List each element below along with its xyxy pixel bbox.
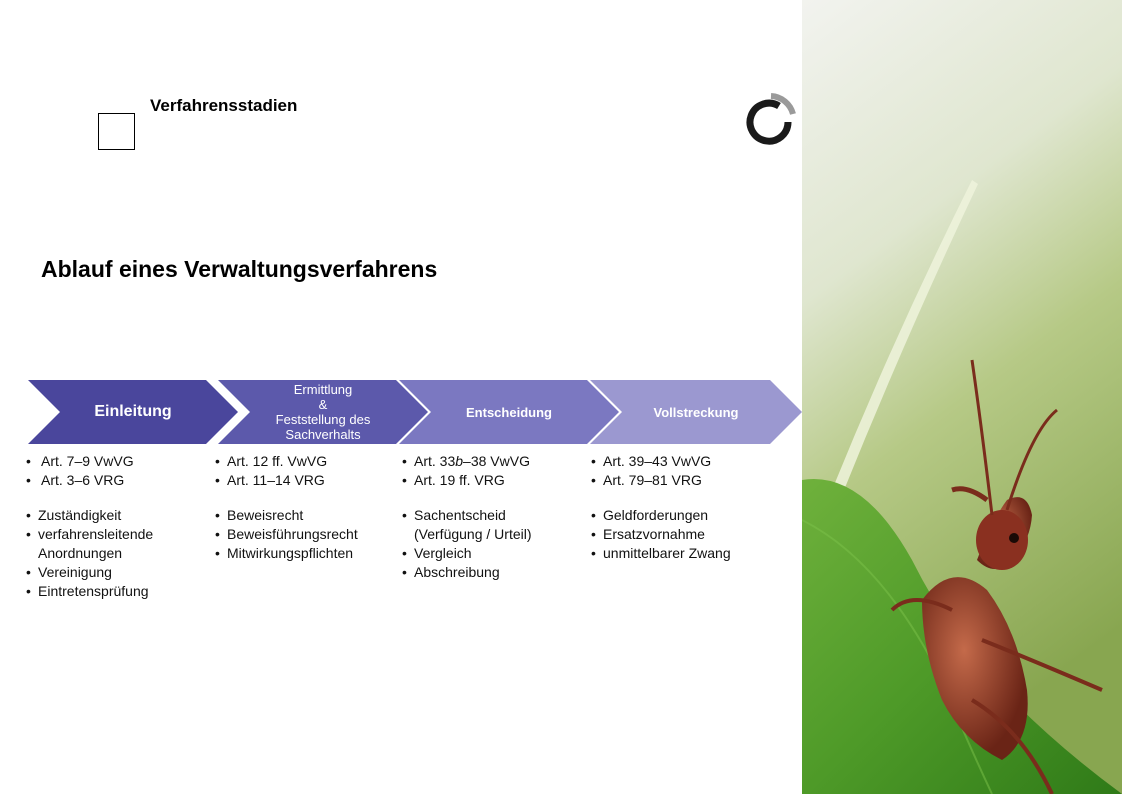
list-item: • Ersatzvornahme (591, 525, 781, 544)
topic-list (26, 506, 206, 601)
list-item: • Sachentscheid (Verfügung / Urteil) (402, 506, 559, 544)
article-list (591, 452, 781, 490)
stage-label-line: & (318, 397, 328, 412)
list-item: • Art. 79–81 VRG (591, 471, 781, 490)
stage-label: Entscheidung (466, 404, 552, 420)
topic-list (591, 506, 781, 563)
list-item: • Art. 3–6 VRG (26, 471, 206, 490)
list-item: • Vereinigung (26, 563, 206, 582)
stage-label-line: Feststellung des (275, 412, 371, 427)
list-item: • Art. 11–14 VRG (215, 471, 395, 490)
list-item: • Zuständigkeit (26, 506, 206, 525)
stage-vollstreckung-details (591, 452, 781, 563)
list-item: • Vergleich (402, 544, 572, 563)
stage-label: Vollstreckung (653, 404, 739, 420)
list-item: • Art. 33b–38 VwVG (402, 452, 572, 471)
article-list (402, 452, 572, 490)
list-item: • Beweisführungsrecht (215, 525, 395, 544)
circular-arrow-logo-icon (741, 92, 797, 148)
stage-entscheidung-details (402, 452, 572, 582)
stage-label-line: Ermittlung (293, 382, 353, 397)
list-item: • Art. 39–43 VwVG (591, 452, 781, 471)
stage-label: Einleitung (94, 403, 172, 420)
topic-list (215, 506, 395, 563)
article-list (215, 452, 395, 490)
list-item: • Art. 19 ff. VRG (402, 471, 572, 490)
list-item: • Abschreibung (402, 563, 572, 582)
list-item: • Beweisrecht (215, 506, 395, 525)
section-title: Verfahrensstadien (150, 96, 298, 115)
stage-entscheidung (399, 380, 619, 444)
stage-label (218, 380, 428, 444)
slide-marker-square (98, 113, 135, 150)
list-item: • Art. 7–9 VwVG (26, 452, 206, 471)
list-item: • Geldforderungen (591, 506, 781, 525)
list-item: • Art. 12 ff. VwVG (215, 452, 395, 471)
stage-label-line: Sachverhalts (285, 427, 361, 442)
ant-on-leaf-photo (802, 0, 1122, 794)
list-item: • verfahrensleitende Anordnungen (26, 525, 183, 563)
list-item: • Eintretensprüfung (26, 582, 206, 601)
stage-einleitung (28, 380, 238, 444)
list-item: • Mitwirkungspflichten (215, 544, 395, 563)
stage-einleitung-details (26, 452, 206, 601)
list-item: • unmittelbarer Zwang (591, 544, 781, 563)
article-list (26, 452, 206, 490)
stage-vollstreckung (590, 380, 802, 444)
stage-ermittlung-details (215, 452, 395, 563)
page-title: Ablauf eines Verwaltungsverfahrens (41, 256, 438, 282)
stage-ermittlung (218, 380, 428, 444)
topic-list (402, 506, 572, 582)
